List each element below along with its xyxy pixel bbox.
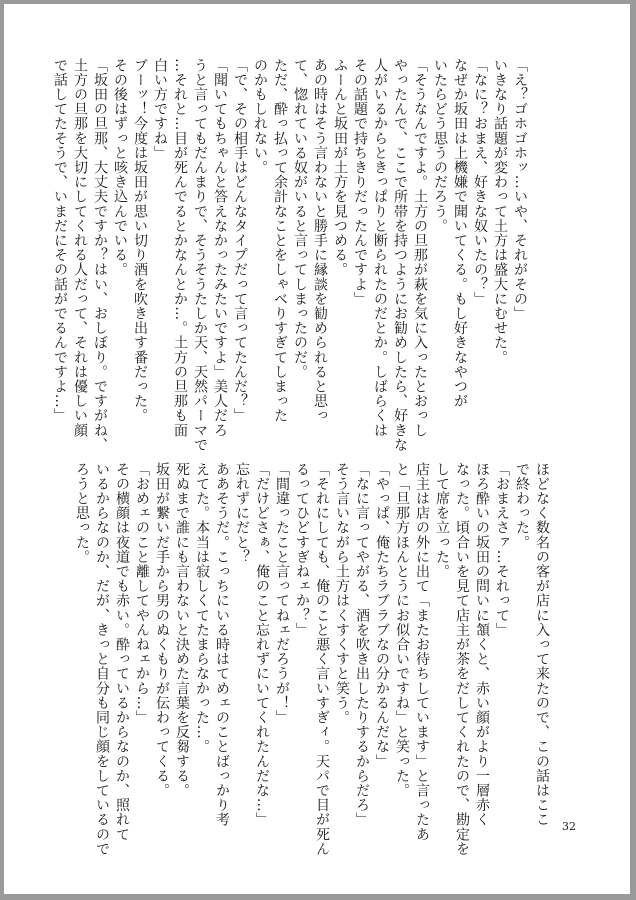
page-number: 32 (562, 820, 576, 833)
lower-text-block: ほどなく数名の客が店に入って来たので、この話はここ で終わった。 「おまえさァ…それって」 ほろ酔いの坂田の問いに頷くと、赤い顔がより一層赤く なった。頃合いを見て店主が茶をだしてくれたので、勘定を して席を立った。 店主は店の外に出て「またお待ちしています」と言ったあ と「旦那方ほんとうにお似合いですね」と笑った。 「やっぱ、俺たちラブラブなの分かるんだな」 「なに言ってやがる、酒を吹き出したりするからだろ」 そう言いながら土方はくすくすと笑う。 「それにしても、俺のこと悪く言いすぎィ。天パで目が死ん るってひどすぎねェか？」 「間違ったこと言ってねェだろうが！」 「だけどさぁ、俺のこと忘れずにいてくれたんだな…」 忘れずにだと？ ああそうだ。こっちにいる時はてめェのことばっかり考 えてた。本当は寂しくてたまらなかった…。 死ぬまで誰にも言わないと決めた言葉を反芻する。 坂田が繋いだ手から男のぬくもりが伝わってくる。 「おめェのこと離してやんねェから…」 その横顔は夜道でも赤い。酔っているからなのか、照れて いるからなのか、だが、きっと自分も同じ顔をしているので ろうと思った。 (74, 462, 550, 857)
upper-text-block: 「え？ゴホゴホッ…いや、それがその」 いきなり話題が変わって土方は盛大にむせた。 「なに？おまえ、好きな奴いたの？」 なぜか坂田は上機嫌で聞いてくる。もし好きなやつが いたらどう思うのだろう。 「そうなんですよ。土方の旦那が萩を気に入ったとおっし やったんで、ここで所帯を持つようにお勧めしたら、好きな 人がいるからときっぱりと断られたのだとか。しばらくは その話題で持ちきりだったんですよ」 ふーんと坂田が土方を見つめる。 あの時はそう言わないと勝手に縁談を勧められると思っ て、惚れている奴がいると言ってしまったのだ。 ただ、酔っ払って余計なことをしゃべりすぎてしまった のかもしれない。 「で、その相手はどんなタイプだって言ってたんだ？」 「聞いてもちゃんと答えなかったみたいですよ」美人だろ うと言ってもだんまりで、そうそうたしか天、天然パーマで …それと…目が死んでるとかなんとか…。土方の旦那も面 白い方ですね」 ブーッ！今度は坂田が思い切り酒を吹き出す番だった。 その後はずっと咳き込んでいる。 「坂田の旦那、大丈夫ですか？はい、おしぼり。ですがね、 土方の旦那を大切にしてくれる人だって、それは優しい顔 で話してたそうで、いまだにその話がでるんですよ…」 (52, 58, 528, 453)
book-page (4, 4, 630, 894)
